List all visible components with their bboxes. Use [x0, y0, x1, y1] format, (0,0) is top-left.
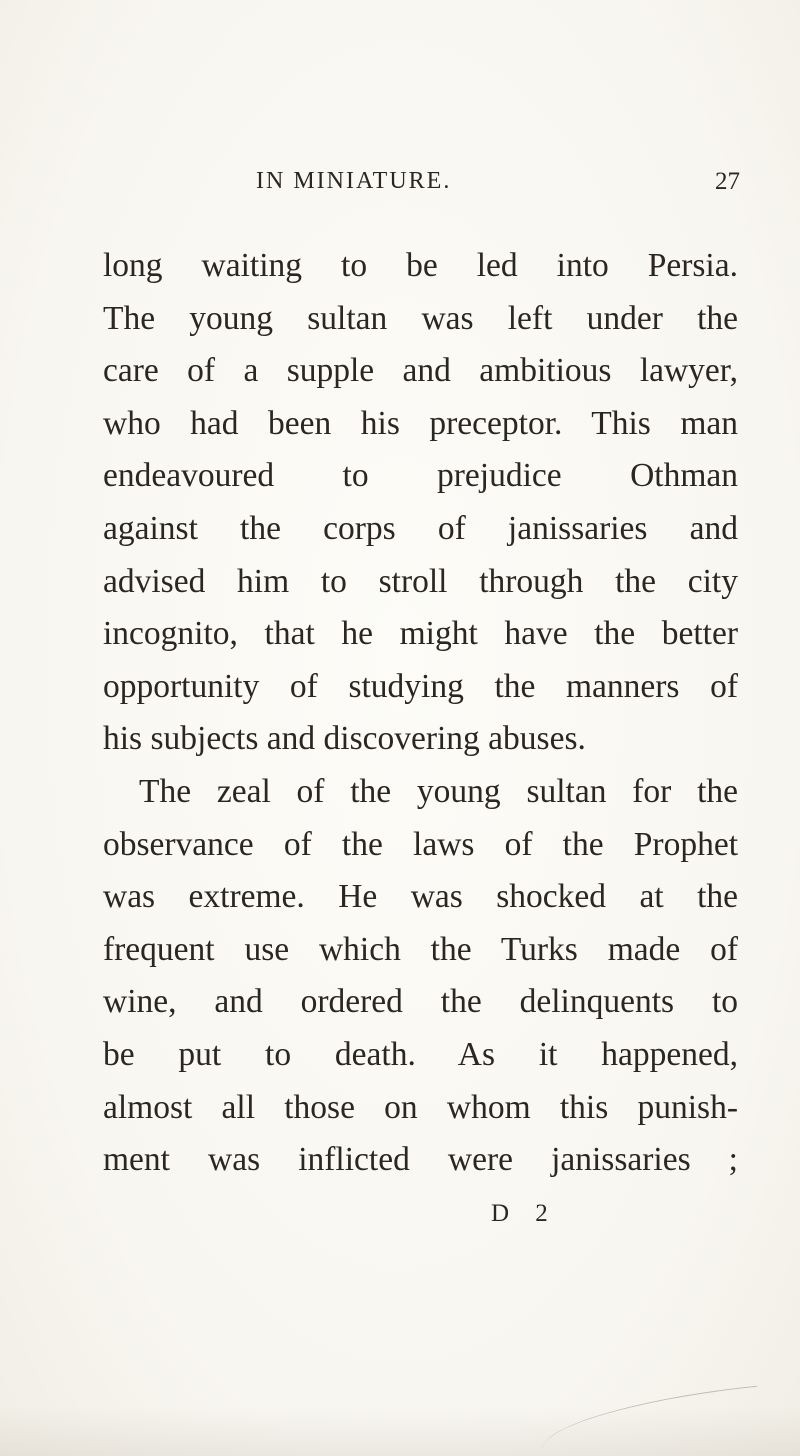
text-line: long waiting to be led into Persia. [103, 247, 738, 284]
text-line: frequent use which the Turks made of [103, 930, 738, 968]
running-head [256, 168, 740, 202]
text-line: his subjects and discovering abuses. [103, 720, 586, 758]
running-title: IN MINIATURE. [256, 168, 452, 194]
text-line: ment was inflicted were janissaries ; [103, 1141, 738, 1179]
text-line: who had been his preceptor. This man [103, 404, 738, 442]
text-line: advised him to stroll through the city [103, 562, 738, 600]
text-line: opportunity of studying the manners of [103, 667, 738, 705]
page-number: 27 [715, 168, 740, 195]
body-text [103, 240, 738, 1187]
text-line: care of a supple and ambitious lawyer, [103, 352, 738, 390]
text-line: wine, and ordered the delinquents to [103, 983, 738, 1021]
text-line: against the corps of janissaries and [103, 509, 738, 547]
text-line: almost all those on whom this punish- [103, 1088, 738, 1126]
text-line: The zeal of the young sultan for the [139, 772, 738, 810]
text-line: endeavoured to prejudice Othman [103, 457, 738, 495]
text-line: was extreme. He was shocked at the [103, 878, 738, 916]
text-line: incognito, that he might have the better [103, 615, 738, 653]
signature-mark: D 2 [491, 1200, 558, 1227]
text-line: observance of the laws of the Prophet [103, 825, 738, 863]
text-line: The young sultan was left under the [103, 299, 738, 337]
text-line: be put to death. As it happened, [103, 1035, 738, 1073]
